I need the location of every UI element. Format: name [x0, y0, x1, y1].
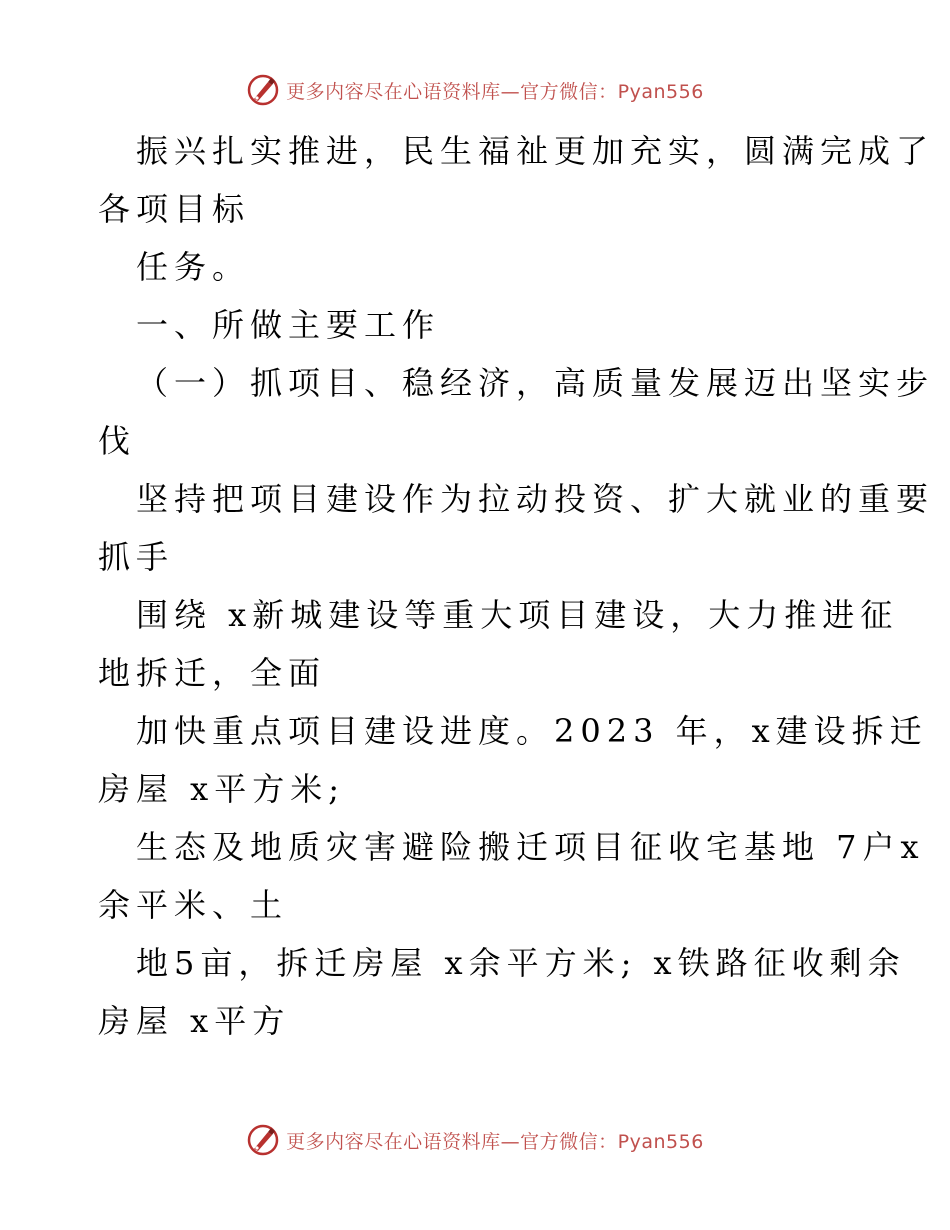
text-line: 抓手 [98, 538, 175, 576]
watermark-text: 更多内容尽在心语资料库—官方微信：Pyan556 [286, 1130, 704, 1153]
text-line: （一）抓项目、稳经济，高质量发展迈出坚实步 [136, 364, 935, 402]
watermark-text: 更多内容尽在心语资料库—官方微信：Pyan556 [286, 80, 704, 103]
text-line: 各项目标 [98, 190, 251, 228]
text-line: 生态及地质灾害避险搬迁项目征收宅基地 7户x [136, 828, 925, 866]
text-line: 伐 [98, 422, 137, 460]
text-line: 一、所做主要工作 [136, 306, 441, 344]
text-line: 余平米、土 [98, 886, 289, 924]
text-line: 房屋 x平方米; [98, 770, 346, 808]
text-line: 围绕 x新城建设等重大项目建设，大力推进征 [136, 596, 899, 634]
text-line: 房屋 x平方 [98, 1002, 291, 1040]
text-line: 振兴扎实推进，民生福祉更加充实，圆满完成了 [136, 132, 935, 170]
text-line: 地拆迁，全面 [98, 654, 327, 692]
text-line: 任务。 [136, 248, 251, 286]
pen-logo-icon [246, 1123, 280, 1157]
text-line: 坚持把项目建设作为拉动投资、扩大就业的重要 [136, 480, 935, 518]
document-body [98, 122, 935, 1050]
footer-watermark [0, 1120, 950, 1160]
text-line: 地5亩，拆迁房屋 x余平方米; x铁路征收剩余 [136, 944, 906, 982]
pen-logo-icon [246, 73, 280, 107]
header-watermark [0, 70, 950, 110]
text-line: 加快重点项目建设进度。2023 年，x建设拆迁 [136, 712, 928, 750]
